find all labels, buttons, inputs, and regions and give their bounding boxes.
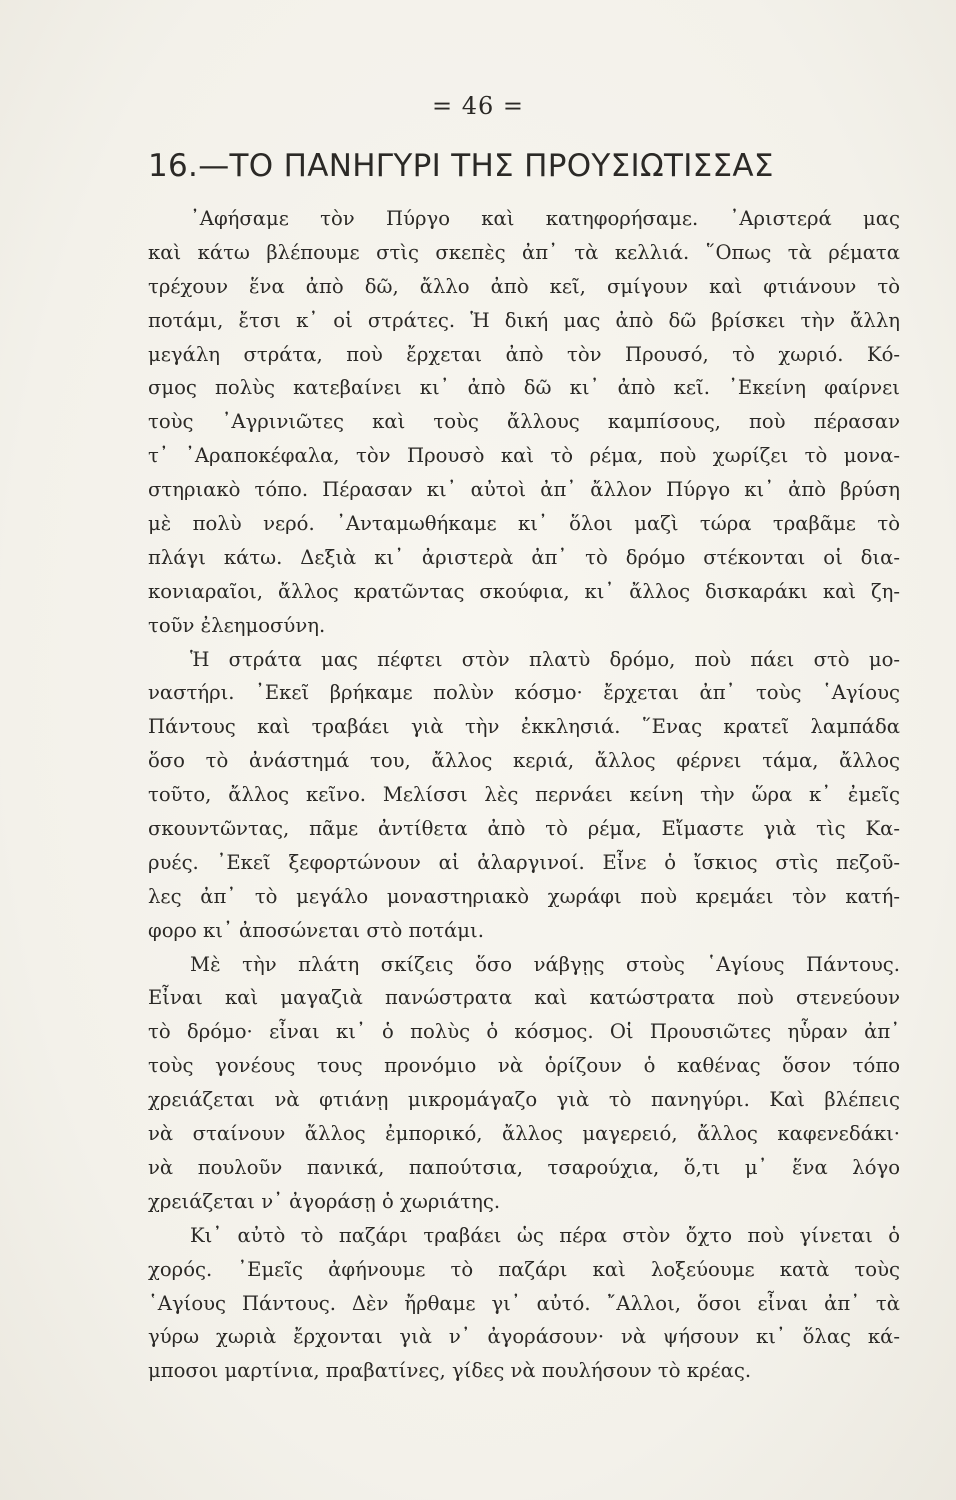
text-line: μὲ πολὺ νερό. ᾿Ανταμωθήκαμε κι᾿ ὅλοι μαζὶ τώρα τραβᾶμε τὸ [148,512,900,536]
text-line: τ᾿ ᾿Αραποκέφαλα, τὸν Προυσὸ καὶ τὸ ρέμα, ποὺ χωρίζει τὸ μονα- [148,444,900,468]
text-line: τοὺς γονέους τους προνόμιο νὰ ὁρίζουν ὁ καθένας ὅσον τόπο [148,1054,900,1078]
text-line: φορο κι᾿ ἀποσώνεται στὸ ποτάμι. [148,918,484,942]
text-line: πλάγι κάτω. Δεξιὰ κι᾿ ἀριστερὰ ἀπ᾿ τὸ δρόμο στέκονται οἱ δια- [148,545,900,569]
text-line: χρειάζεται νὰ φτιάνῃ μικρομάγαζο γιὰ τὸ πανηγύρι. Καὶ βλέπεις [148,1088,900,1112]
text-line: Ἡ στράτα μας πέφτει στὸν πλατὺ δρόμο, ποὺ πάει στὸ μο- [190,647,900,671]
text-line: ρυές. ᾿Εκεῖ ξεφορτώνουν αἱ ἀλαργινοί. Εἶνε ὁ ἴσκιος στὶς πεζοῦ- [148,850,900,874]
text-line: καὶ κάτω βλέπουμε στὶς σκεπὲς ἀπ᾿ τὰ κελλιά. ῞Οπως τὰ ρέματα [148,240,900,264]
text-line: Μὲ τὴν πλάτη σκίζεις ὅσο νάβγῃς στοὺς ῾Αγίους Πάντους. [190,952,900,976]
text-line: νὰ σταίνουν ἄλλος ἐμπορικό, ἄλλος μαγερειό, ἄλλος καφενεδάκι· [148,1122,900,1146]
text-line: ᾿Αφήσαμε τὸν Πύργο καὶ κατηφορήσαμε. ᾿Αριστερά μας [190,207,900,230]
text-line: τοὺς ᾿Αγρινιῶτες καὶ τοὺς ἄλλους καμπίσους, ποὺ πέρασαν [148,410,900,434]
text-line: μποσοι μαρτίνια, πραβατίνες, γίδες νὰ πουλήσουν τὸ κρέας. [148,1359,752,1383]
text-line: λες ἀπ᾿ τὸ μεγάλο μοναστηριακὸ χωράφι ποὺ κρεμάει τὸν κατή- [148,884,900,908]
text-line: ναστήρι. ᾿Εκεῖ βρήκαμε πολὺν κόσμο· ἔρχεται ἀπ᾿ τοὺς ῾Αγίους [148,681,900,705]
text-line: γύρω χωριὰ ἔρχονται γιὰ ν᾿ ἀγοράσουν· νὰ ψήσουν κι᾿ ὅλας κά- [148,1325,900,1349]
text-line: τὸ δρόμο· εἶναι κι᾿ ὁ πολὺς ὁ κόσμος. Οἱ Προυσιῶτες ηὗραν ἀπ᾿ [148,1020,900,1044]
text-line: σμος πολὺς κατεβαίνει κι᾿ ἀπὸ δῶ κι᾿ ἀπὸ κεῖ. ᾿Εκείνη φαίρνει [148,376,900,400]
text-line: τοῦτο, ἄλλος κεῖνο. Μελίσσι λὲς περνάει κείνη τὴν ὥρα κ᾿ ἐμεῖς [148,783,900,807]
text-line: Κι᾿ αὐτὸ τὸ παζάρι τραβάει ὡς πέρα στὸν ὄχτο ποὺ γίνεται ὁ [190,1223,900,1247]
chapter-title: 16.—ΤΟ ΠΑΝΗΓΥΡΙ ΤΗΣ ΠΡΟΥΣΙΩΤΙΣΣΑΣ [148,148,774,184]
text-line: ῾Αγίους Πάντους. Δὲν ἤρθαμε γι᾿ αὐτό. ῎Αλλοι, ὅσοι εἶναι ἀπ᾿ τὰ [148,1291,900,1315]
text-line: χορός. ᾿Εμεῖς ἀφήνουμε τὸ παζάρι καὶ λοξεύουμε κατὰ τοὺς [148,1257,900,1281]
text-line: χρειάζεται ν᾿ ἀγοράσῃ ὁ χωριάτης. [148,1189,501,1213]
text-line: τρέχουν ἕνα ἀπὸ δῶ, ἄλλο ἀπὸ κεῖ, σμίγουν καὶ φτιάνουν τὸ [148,274,900,298]
text-line: σκουντῶντας, πᾶμε ἀντίθετα ἀπὸ τὸ ρέμα, Εἴμαστε γιὰ τὶς Κα- [148,817,900,841]
text-line: ποτάμι, ἔτσι κ᾿ οἱ στράτες. Ἡ δική μας ἀπὸ δῶ βρίσκει τὴν ἄλλη [148,308,900,332]
text-line: νὰ πουλοῦν πανικά, παπούτσια, τσαρούχια, ὅ,τι μ᾿ ἕνα λόγο [148,1155,900,1179]
text-line: κονιαραῖοι, ἄλλος κρατῶντας σκούφια, κι᾿ ἄλλος δισκαράκι καὶ ζη- [148,579,900,603]
text-line: μεγάλη στράτα, ποὺ ἔρχεται ἀπὸ τὸν Προυσό, τὸ χωριό. Κό- [148,342,900,366]
text-line: τοῦν ἐλεημοσύνη. [148,613,326,637]
page-number: = 46 = [431,92,524,120]
text-line: ὅσο τὸ ἀνάστημά του, ἄλλος κεριά, ἄλλος φέρνει τάμα, ἄλλος [148,749,900,773]
text-line: Πάντους καὶ τραβάει γιὰ τὴν ἐκκλησιά. ῞Ενας κρατεῖ λαμπάδα [148,715,900,739]
body-text [148,202,900,1388]
text-line: στηριακὸ τόπο. Πέρασαν κι᾿ αὐτοὶ ἀπ᾿ ἄλλον Πύργο κι᾿ ἀπὸ βρύση [148,478,900,502]
text-line: Εἶναι καὶ μαγαζιὰ πανώστρατα καὶ κατώστρατα ποὺ στενεύουν [148,986,900,1010]
